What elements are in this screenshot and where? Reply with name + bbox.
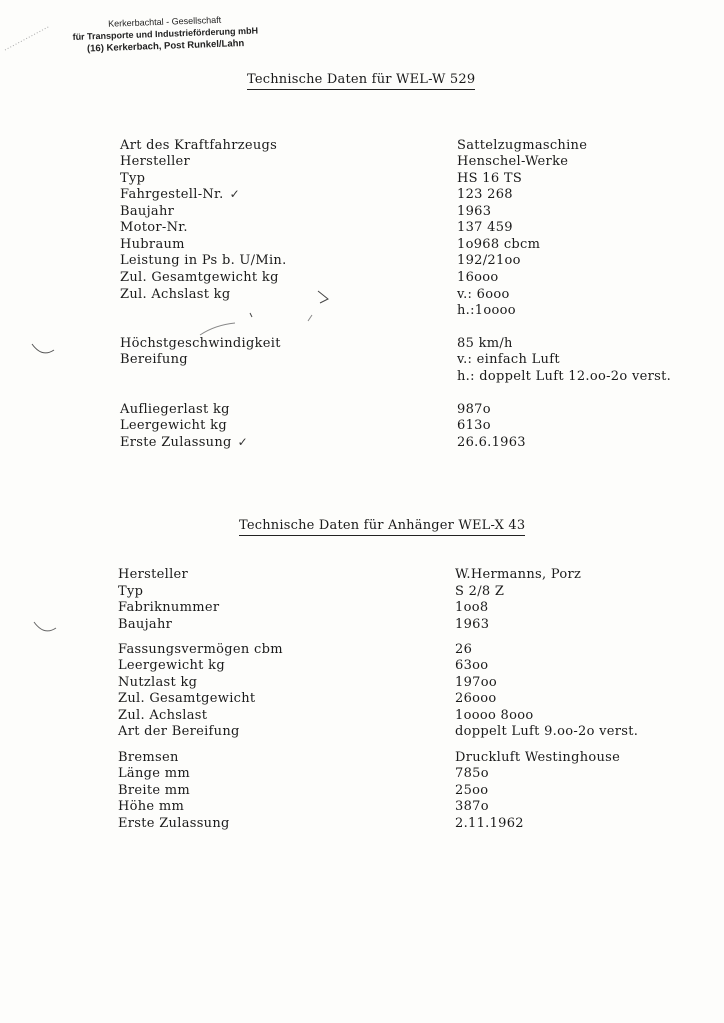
s1-value: 26.6.1963 bbox=[457, 435, 526, 450]
s2-label-text: Breite mm bbox=[118, 783, 191, 798]
s1-label-text: Fahrgestell-Nr. bbox=[120, 187, 224, 202]
s1-label-text: Leistung in Ps b. U/Min. bbox=[120, 253, 287, 268]
stamp-line-3: (16) Kerkerbach, Post Runkel/Lahn bbox=[86, 38, 245, 55]
s2-label-text: Baujahr bbox=[118, 617, 173, 632]
s1-label-text: Hersteller bbox=[120, 154, 191, 169]
s1-value: v.: 6ooo bbox=[457, 287, 510, 302]
s2-label-text: Zul. Achslast bbox=[118, 708, 208, 723]
stamp-line-1: Kerkerbachtal - Gesellschaft bbox=[107, 14, 222, 29]
s2-label-text: Art der Bereifung bbox=[118, 724, 240, 739]
s1-label bbox=[120, 154, 190, 169]
s2-label bbox=[118, 584, 143, 599]
s2-value: 197oo bbox=[455, 675, 497, 690]
s2-label bbox=[118, 750, 179, 765]
s2-label-text: Nutzlast kg bbox=[118, 675, 198, 690]
s2-value: 387o bbox=[455, 799, 489, 814]
s2-label bbox=[118, 600, 219, 615]
s2-label-text: Zul. Gesamtgewicht bbox=[118, 691, 256, 706]
s2-label bbox=[118, 567, 188, 582]
s1-value: 987o bbox=[457, 402, 491, 417]
s2-label-text: Fassungsvermögen cbm bbox=[118, 642, 283, 657]
s2-label bbox=[118, 816, 230, 831]
s1-label-text: Typ bbox=[120, 171, 146, 186]
section2-title: Technische Daten für Anhänger WEL-X 43 bbox=[239, 518, 525, 536]
s2-label bbox=[118, 691, 255, 706]
s2-value: 25oo bbox=[455, 783, 489, 798]
s1-label bbox=[120, 418, 227, 433]
s2-label bbox=[118, 724, 240, 739]
s1-label bbox=[120, 352, 188, 367]
s2-value: 1963 bbox=[455, 617, 490, 632]
s1-label bbox=[120, 402, 230, 417]
s2-value: W.Hermanns, Porz bbox=[455, 567, 582, 582]
s2-value: 1oooo 8ooo bbox=[455, 708, 534, 723]
s1-value: Sattelzugmaschine bbox=[457, 138, 588, 153]
s1-value: 1o968 cbcm bbox=[457, 237, 541, 252]
s2-label bbox=[118, 617, 172, 632]
s1-value: 137 459 bbox=[457, 220, 513, 235]
s1-label-text: Hubraum bbox=[120, 237, 185, 252]
section1-title: Technische Daten für WEL-W 529 bbox=[247, 72, 475, 90]
s1-value: h.:1oooo bbox=[457, 303, 516, 318]
company-stamp bbox=[72, 14, 259, 55]
s1-value: 1963 bbox=[457, 204, 492, 219]
scan-mark-top-left bbox=[0, 20, 60, 60]
s2-value: Druckluft Westinghouse bbox=[455, 750, 621, 765]
s1-value: 85 km/h bbox=[457, 336, 513, 351]
s2-value: 63oo bbox=[455, 658, 489, 673]
s1-value: 16ooo bbox=[457, 270, 499, 285]
s2-label bbox=[118, 675, 197, 690]
s1-label bbox=[120, 187, 240, 202]
s1-value: Henschel-Werke bbox=[457, 154, 569, 169]
s1-value: 123 268 bbox=[457, 187, 513, 202]
punch-hole-mark-1 bbox=[28, 340, 58, 360]
s1-label-text: Zul. Achslast kg bbox=[120, 287, 231, 302]
s1-label-text: Leergewicht kg bbox=[120, 418, 227, 433]
s2-label bbox=[118, 658, 225, 673]
s2-value: 26 bbox=[455, 642, 473, 657]
punch-hole-mark-2 bbox=[30, 618, 60, 638]
s1-value: 613o bbox=[457, 418, 491, 433]
s2-value: 2.11.1962 bbox=[455, 816, 524, 831]
s1-label-text: Aufliegerlast kg bbox=[120, 402, 230, 417]
s1-label bbox=[120, 270, 279, 285]
check-mark-icon: ✓ bbox=[229, 187, 240, 201]
check-mark-icon: ✓ bbox=[237, 435, 249, 449]
s2-value: S 2/8 Z bbox=[455, 584, 505, 599]
s2-label bbox=[118, 783, 190, 798]
s2-label-text: Hersteller bbox=[118, 567, 189, 582]
s2-label-text: Leergewicht kg bbox=[118, 658, 225, 673]
s2-label bbox=[118, 708, 207, 723]
s2-label-text: Bremsen bbox=[118, 750, 179, 765]
s2-value: 785o bbox=[455, 766, 489, 781]
s1-value: HS 16 TS bbox=[457, 171, 523, 186]
s1-label-text: Motor-Nr. bbox=[120, 220, 188, 235]
s1-label-text: Baujahr bbox=[120, 204, 175, 219]
s2-value: doppelt Luft 9.oo-2o verst. bbox=[455, 724, 639, 739]
s2-value: 26ooo bbox=[455, 691, 497, 706]
s1-value: h.: doppelt Luft 12.oo-2o verst. bbox=[457, 369, 672, 384]
s1-label-text: Art des Kraftfahrzeugs bbox=[120, 138, 278, 153]
s1-label-text: Bereifung bbox=[120, 352, 188, 367]
s2-label bbox=[118, 799, 184, 814]
s1-label bbox=[120, 138, 277, 153]
s1-label-text: Zul. Gesamtgewicht kg bbox=[120, 270, 279, 285]
stamp-line-2: für Transporte und Industrieförderung mbH bbox=[72, 25, 259, 42]
s2-value: 1oo8 bbox=[455, 600, 489, 615]
s1-label bbox=[120, 253, 287, 268]
s2-label-text: Länge mm bbox=[118, 766, 190, 781]
s1-label bbox=[120, 171, 145, 186]
s1-label bbox=[120, 220, 188, 235]
s1-label-text: Erste Zulassung bbox=[120, 435, 232, 450]
s1-label bbox=[120, 204, 174, 219]
s1-label bbox=[120, 336, 281, 351]
s1-label bbox=[120, 287, 230, 302]
s1-value: 192/21oo bbox=[457, 253, 521, 268]
s2-label bbox=[118, 766, 190, 781]
s2-label-text: Erste Zulassung bbox=[118, 816, 230, 831]
s2-label-text: Typ bbox=[118, 584, 144, 599]
s1-label bbox=[120, 237, 185, 252]
s2-label bbox=[118, 642, 283, 657]
s2-label-text: Fabriknummer bbox=[118, 600, 220, 615]
s1-label-text: Höchstgeschwindigkeit bbox=[120, 336, 281, 351]
s2-label-text: Höhe mm bbox=[118, 799, 185, 814]
s1-value: v.: einfach Luft bbox=[457, 352, 560, 367]
s1-label bbox=[120, 435, 248, 450]
